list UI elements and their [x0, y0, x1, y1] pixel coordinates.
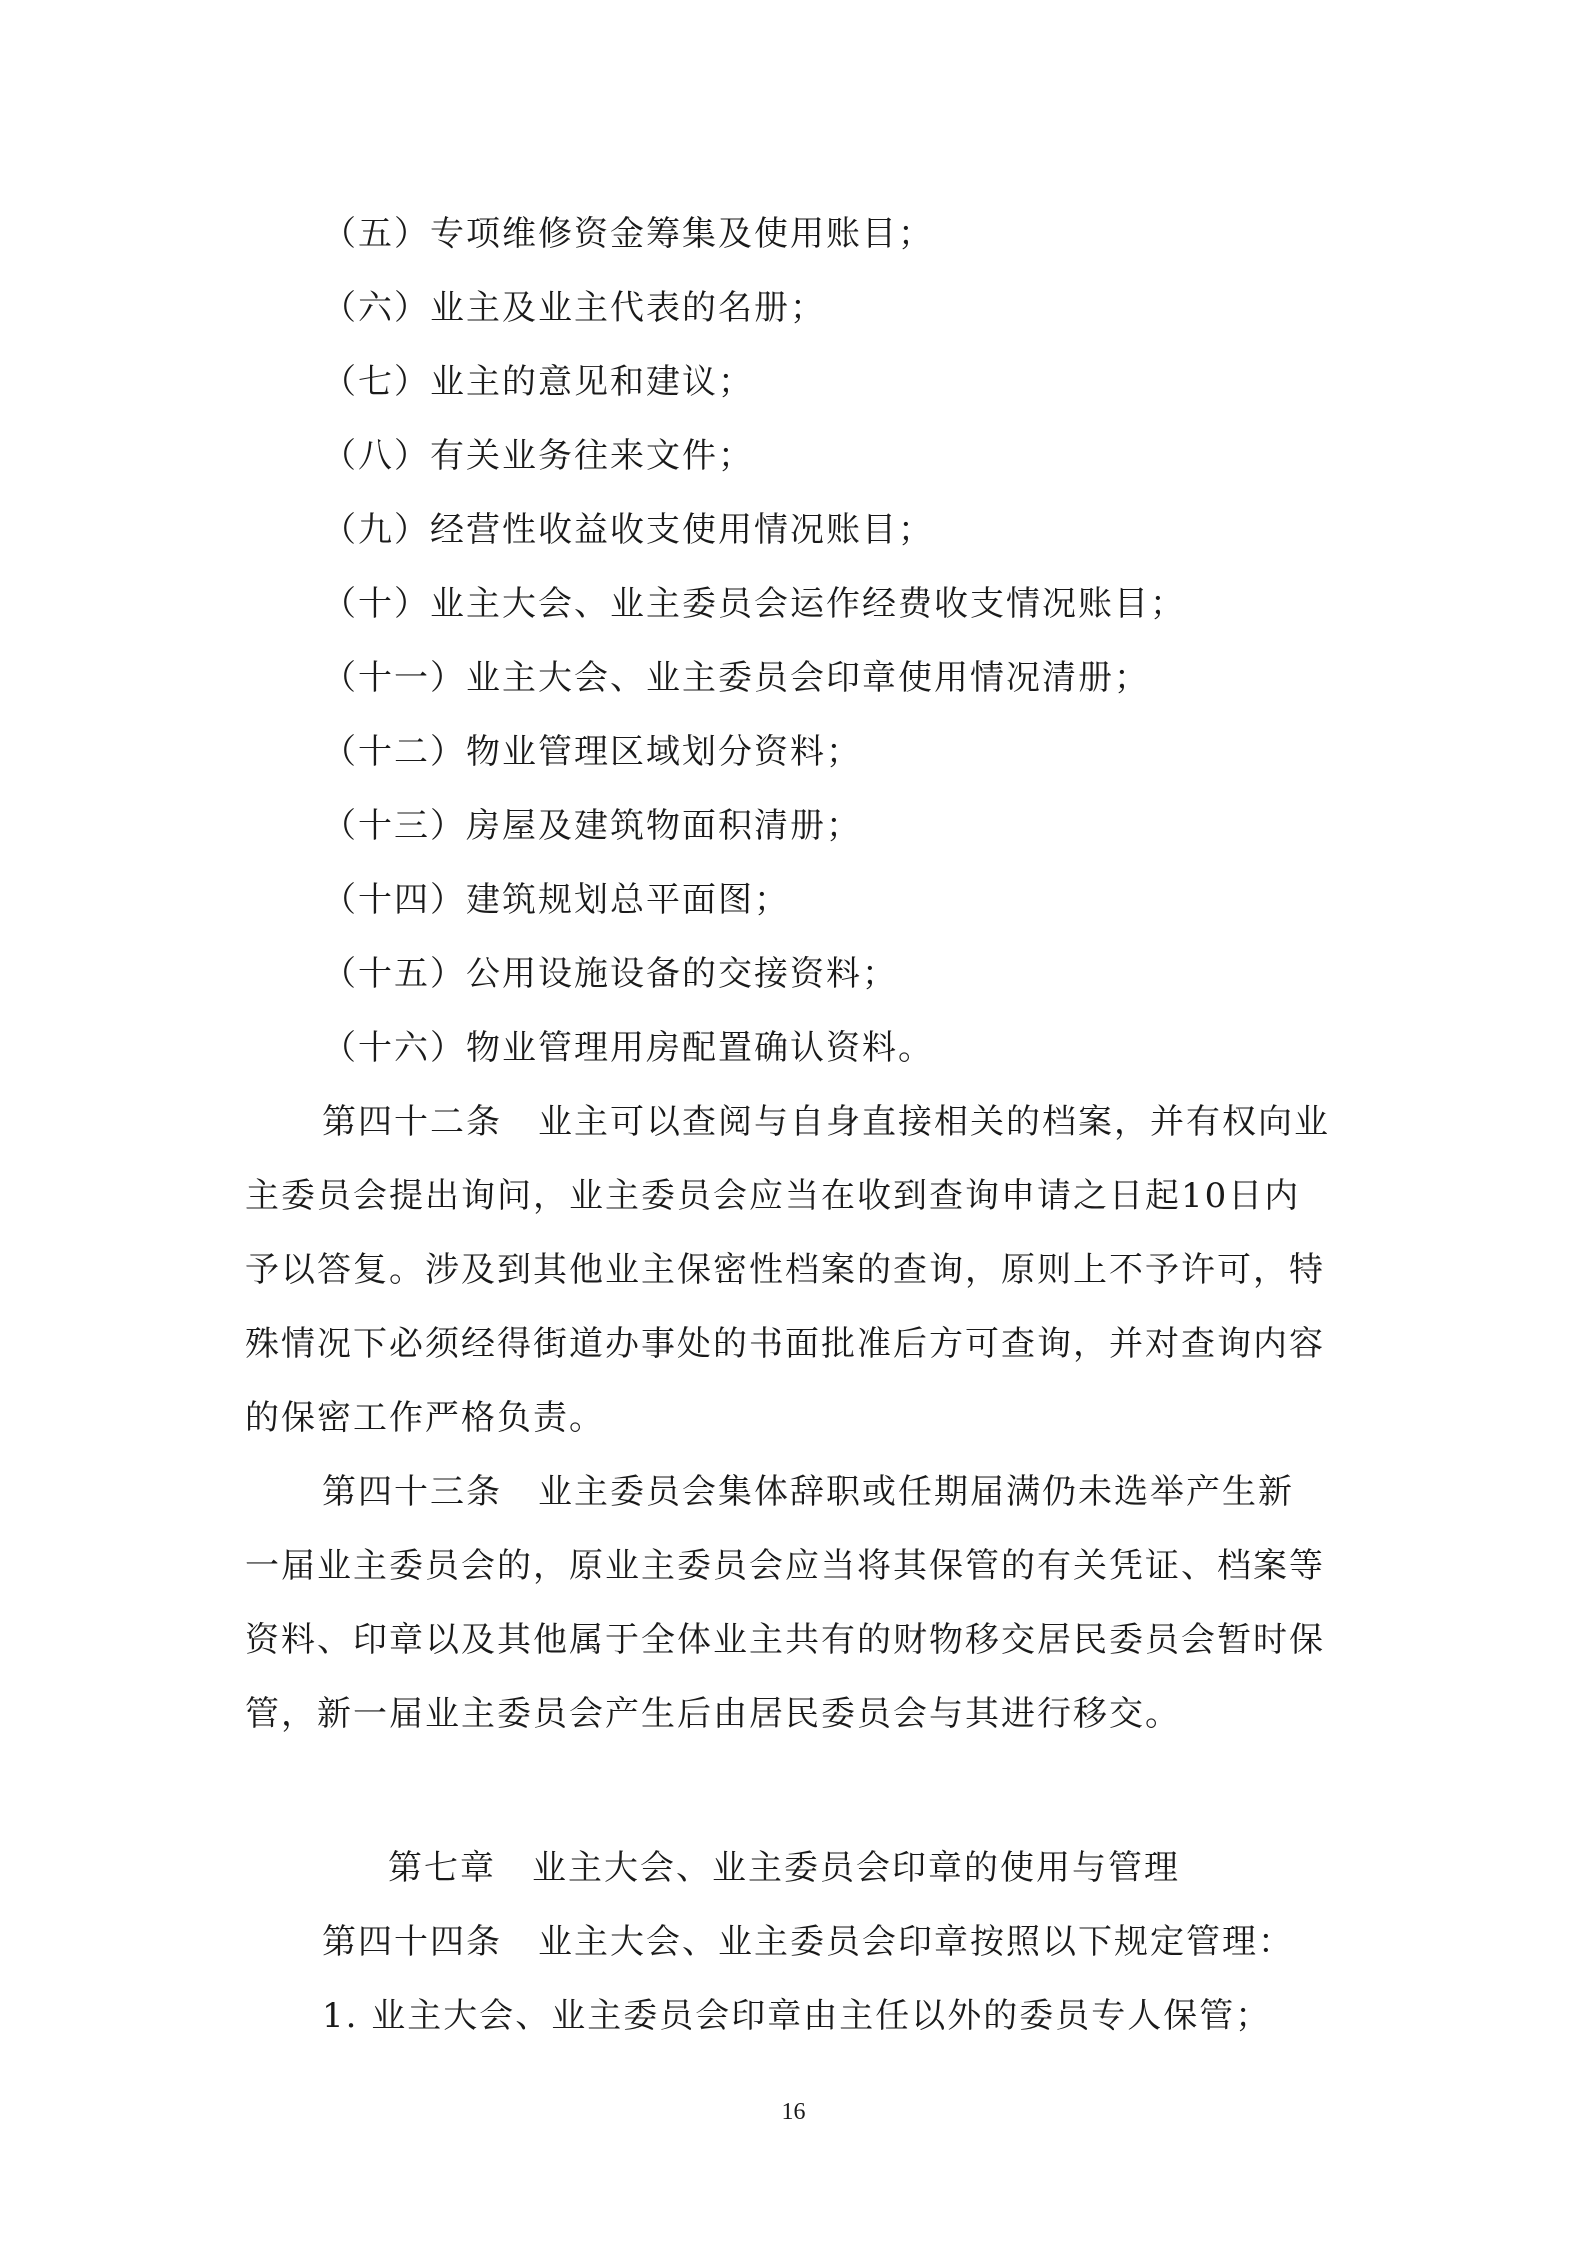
- article-42-line-3: 予以答复。涉及到其他业主保密性档案的查询，原则上不予许可，特: [245, 1250, 1325, 1290]
- page-number: 16: [781, 2099, 806, 2125]
- article-43-line-3: 资料、印章以及其他属于全体业主共有的财物移交居民委员会暂时保: [245, 1620, 1325, 1660]
- article-42-line-4: 殊情况下必须经得街道办事处的书面批准后方可查询，并对查询内容: [245, 1324, 1325, 1364]
- article-43-line-4: 管，新一届业主委员会产生后由居民委员会与其进行移交。: [245, 1694, 1181, 1734]
- article-43-line-2: 一届业主委员会的，原业主委员会应当将其保管的有关凭证、档案等: [245, 1546, 1325, 1586]
- article-43-line-1: 第四十三条 业主委员会集体辞职或任期届满仍未选举产生新: [322, 1472, 1294, 1512]
- list-item-11: （十一）业主大会、业主委员会印章使用情况清册；: [322, 658, 1150, 698]
- list-item-16: （十六）物业管理用房配置确认资料。: [322, 1028, 934, 1068]
- list-item-6: （六）业主及业主代表的名册；: [322, 288, 826, 328]
- list-item-5: （五）专项维修资金筹集及使用账目；: [322, 214, 934, 254]
- list-item-7: （七）业主的意见和建议；: [322, 362, 754, 402]
- article-44-line-1: 第四十四条 业主大会、业主委员会印章按照以下规定管理：: [322, 1922, 1294, 1962]
- article-42-line-2: 主委员会提出询问，业主委员会应当在收到查询申请之日起10日内: [245, 1176, 1301, 1216]
- article-42-line-5: 的保密工作严格负责。: [245, 1398, 605, 1438]
- list-item-10: （十）业主大会、业主委员会运作经费收支情况账目；: [322, 584, 1186, 624]
- list-item-8: （八）有关业务往来文件；: [322, 436, 754, 476]
- article-44-item-1: 1. 业主大会、业主委员会印章由主任以外的委员专人保管；: [322, 1996, 1272, 2036]
- list-item-9: （九）经营性收益收支使用情况账目；: [322, 510, 934, 550]
- chapter-7-title: 第七章 业主大会、业主委员会印章的使用与管理: [388, 1848, 1180, 1888]
- list-item-12: （十二）物业管理区域划分资料；: [322, 732, 862, 772]
- list-item-13: （十三）房屋及建筑物面积清册；: [322, 806, 862, 846]
- list-item-14: （十四）建筑规划总平面图；: [322, 880, 790, 920]
- list-item-15: （十五）公用设施设备的交接资料；: [322, 954, 898, 994]
- article-42-line-1: 第四十二条 业主可以查阅与自身直接相关的档案，并有权向业: [322, 1102, 1330, 1142]
